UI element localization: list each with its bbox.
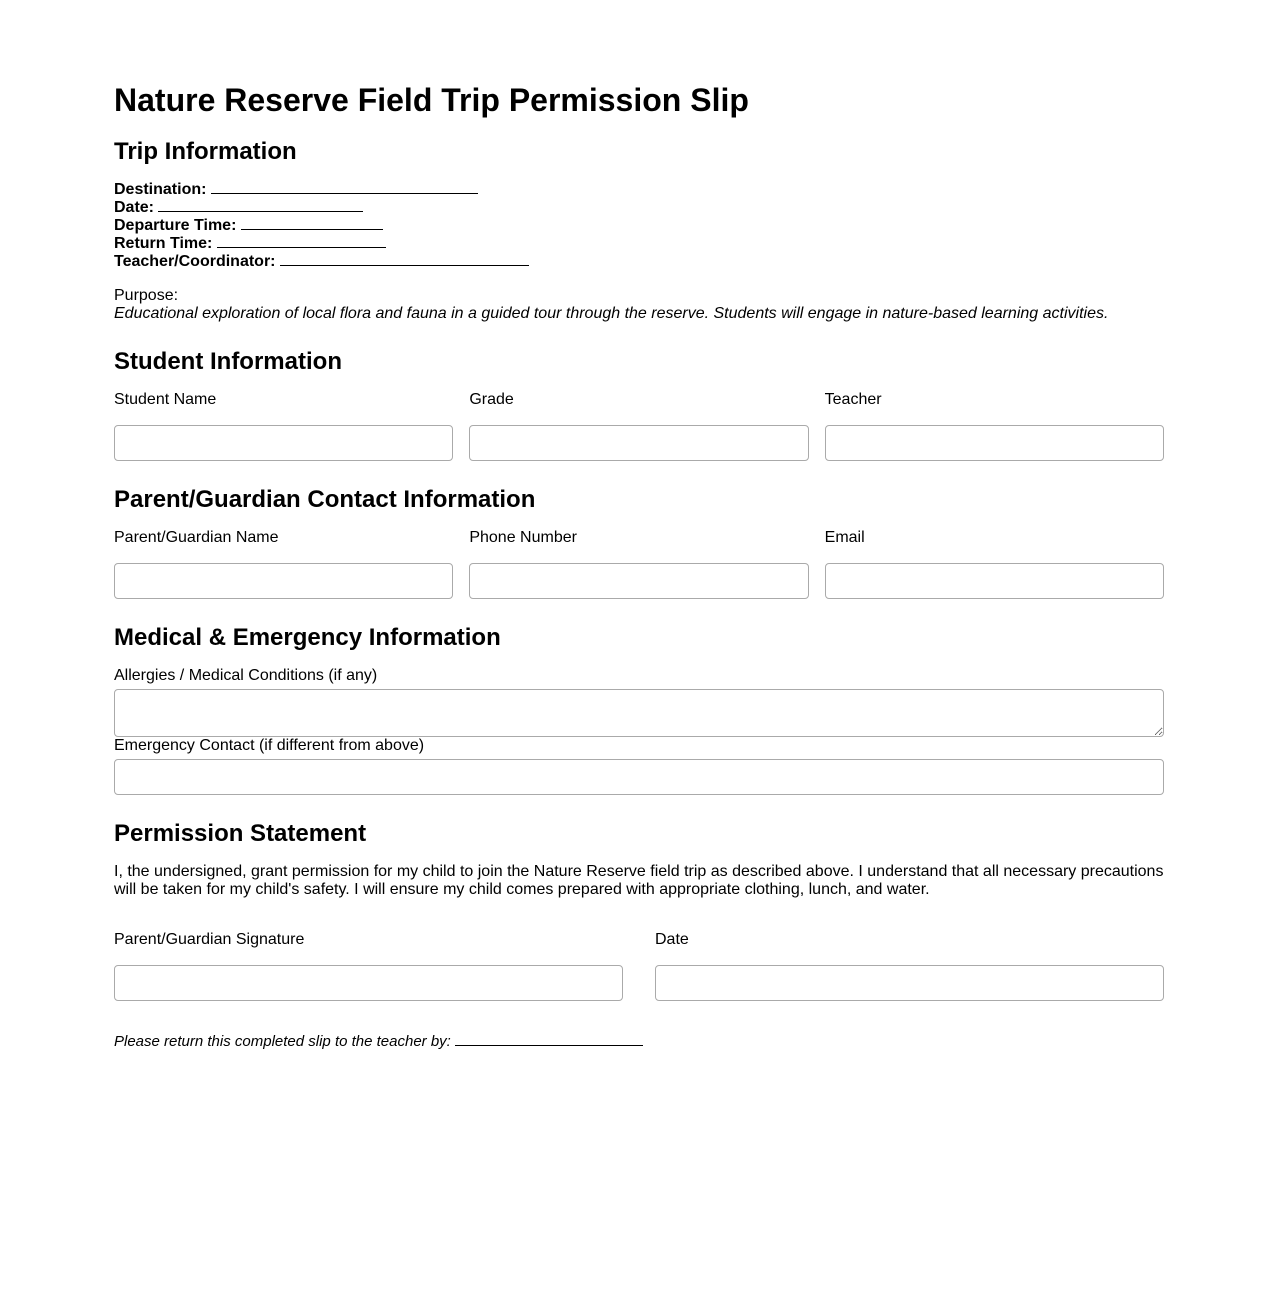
signature-fields bbox=[114, 931, 1164, 1001]
purpose bbox=[114, 287, 1194, 323]
teacher-input[interactable] bbox=[825, 425, 1164, 461]
parent-name-label: Parent/Guardian Name bbox=[114, 529, 279, 546]
destination-label: Destination: bbox=[114, 181, 207, 198]
departure-blank bbox=[241, 217, 383, 230]
permission-text: I, the undersigned, grant permission for my child to join the Nature Reserve field trip as described above. I understand that all necessary precautions will be taken for my child's safety. I will ensure my child comes prepared with appropriate clothing, lunch, and water. bbox=[114, 863, 1164, 898]
emergency-input[interactable] bbox=[114, 759, 1164, 795]
trip-details bbox=[114, 181, 529, 271]
departure-label: Departure Time: bbox=[114, 217, 237, 234]
coordinator-blank bbox=[280, 253, 529, 266]
email-input[interactable] bbox=[825, 563, 1164, 599]
parent-heading: Parent/Guardian Contact Information bbox=[114, 486, 536, 513]
sign-date-input[interactable] bbox=[655, 965, 1164, 1001]
purpose-text: Educational exploration of local flora and fauna in a guided tour through the reserve. Students will engage in nature-based learning activities. bbox=[114, 305, 1109, 322]
parent-fields bbox=[114, 529, 1164, 599]
return-note bbox=[114, 1033, 643, 1051]
page-title: Nature Reserve Field Trip Permission Slip bbox=[114, 82, 749, 118]
return-note-text: Please return this completed slip to the teacher by: bbox=[114, 1033, 451, 1050]
return-label: Return Time: bbox=[114, 235, 213, 252]
allergies-textarea[interactable] bbox=[114, 689, 1164, 737]
student-name-label: Student Name bbox=[114, 391, 217, 408]
student-name-input[interactable] bbox=[114, 425, 453, 461]
email-label: Email bbox=[824, 529, 865, 546]
grade-label: Grade bbox=[469, 391, 514, 408]
purpose-label: Purpose: bbox=[114, 287, 179, 304]
date-label: Date: bbox=[114, 199, 155, 216]
allergies-label: Allergies / Medical Conditions (if any) bbox=[114, 667, 378, 684]
grade-input[interactable] bbox=[469, 425, 808, 461]
signature-label: Parent/Guardian Signature bbox=[114, 931, 305, 948]
teacher-label: Teacher bbox=[824, 391, 882, 408]
destination-blank bbox=[211, 181, 478, 194]
coordinator-label: Teacher/Coordinator: bbox=[114, 253, 276, 270]
parent-name-input[interactable] bbox=[114, 563, 453, 599]
signature-input[interactable] bbox=[114, 965, 623, 1001]
permission-heading: Permission Statement bbox=[114, 820, 367, 847]
date-blank bbox=[158, 199, 363, 212]
sign-date-label: Date bbox=[655, 931, 689, 948]
emergency-label: Emergency Contact (if different from above) bbox=[114, 737, 425, 754]
student-fields bbox=[114, 391, 1164, 461]
phone-label: Phone Number bbox=[469, 529, 577, 546]
return-blank bbox=[217, 235, 386, 248]
medical-heading: Medical & Emergency Information bbox=[114, 624, 501, 651]
return-date-blank bbox=[455, 1033, 643, 1046]
student-heading: Student Information bbox=[114, 348, 342, 375]
trip-heading: Trip Information bbox=[114, 138, 297, 165]
phone-input[interactable] bbox=[469, 563, 808, 599]
